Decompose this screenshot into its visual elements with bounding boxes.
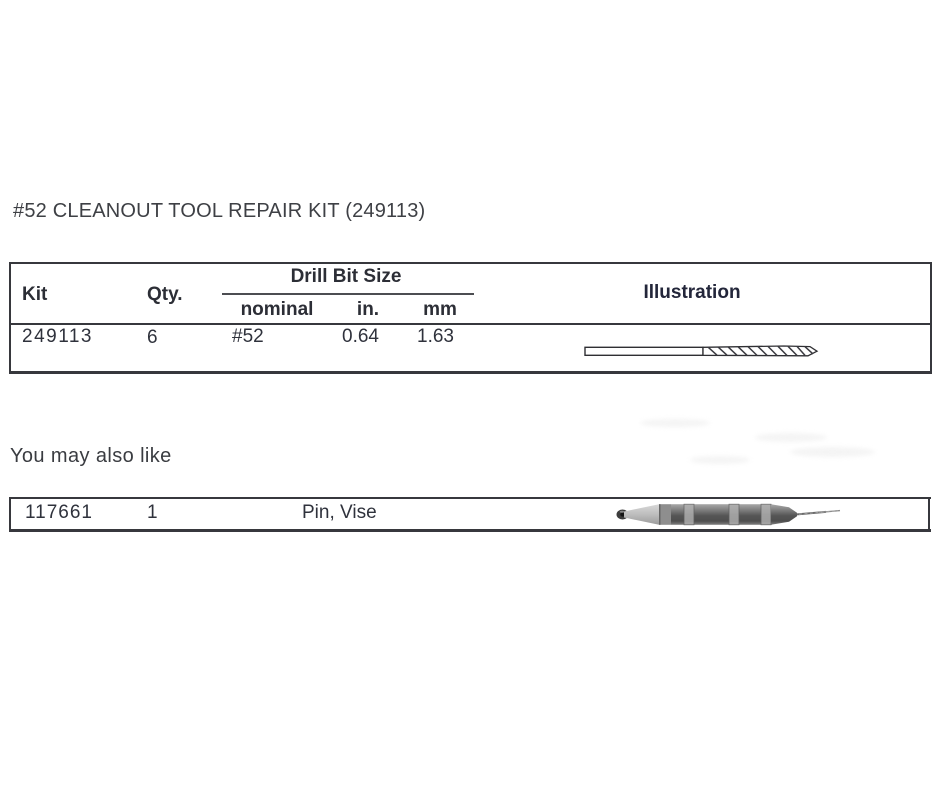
cell-qty: 1 (147, 502, 158, 523)
cell-qty: 6 (147, 327, 158, 348)
drill-bit-icon (584, 345, 820, 359)
table-header-divider (9, 323, 932, 325)
cell-nominal: #52 (232, 326, 264, 347)
column-header-in: in. (356, 299, 380, 320)
page-title: #52 CLEANOUT TOOL REPAIR KIT (249113) (13, 200, 426, 222)
scan-smudge (755, 433, 827, 442)
cell-inches: 0.64 (342, 326, 379, 347)
column-header-nominal: nominal (240, 299, 314, 320)
table-border-right (930, 262, 932, 374)
related-border-bottom (9, 529, 931, 532)
column-header-mm: mm (423, 299, 457, 320)
pin-vise-icon (614, 501, 842, 529)
scan-smudge (690, 456, 750, 464)
scan-smudge (790, 447, 875, 457)
drill-bit-size-underline (222, 293, 474, 295)
cell-part-number: 117661 (25, 502, 93, 523)
cell-part-name: Pin, Vise (302, 502, 377, 523)
related-border-top (9, 497, 931, 499)
table-border-top (9, 262, 932, 264)
column-header-drill-bit-size: Drill Bit Size (290, 266, 402, 287)
column-header-kit: Kit (22, 284, 48, 305)
related-border-right (928, 497, 930, 532)
table-border-left (9, 262, 11, 374)
cell-mm: 1.63 (417, 326, 454, 347)
column-header-qty: Qty. (147, 284, 183, 305)
table-border-bottom (9, 371, 932, 374)
column-header-illustration: Illustration (643, 282, 741, 303)
scan-smudge (640, 419, 710, 427)
related-heading: You may also like (10, 445, 172, 467)
related-border-left (9, 497, 11, 532)
cell-kit-number: 249113 (22, 326, 93, 347)
